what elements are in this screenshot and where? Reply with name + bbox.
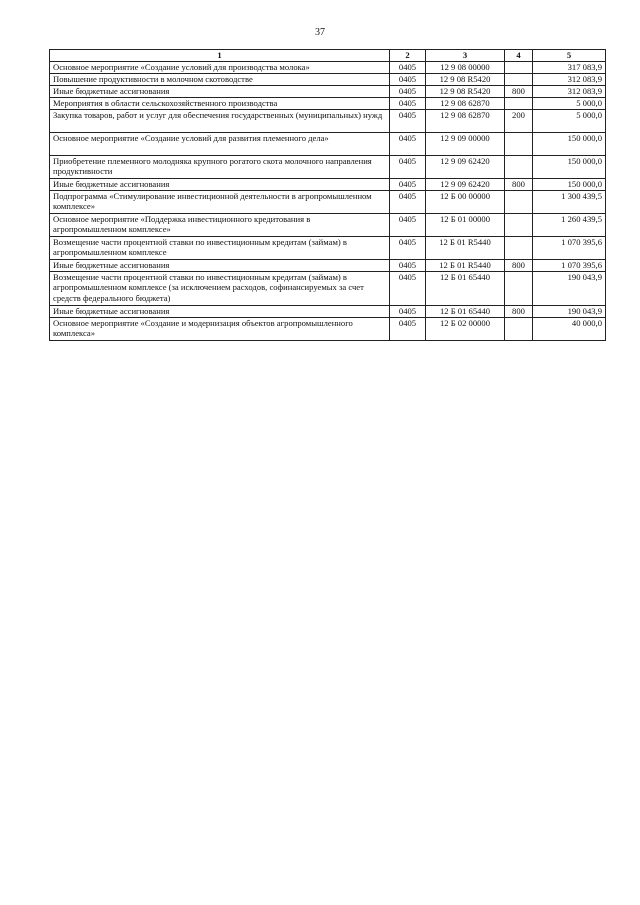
- header-col-2: 2: [390, 50, 426, 62]
- row-section: 0405: [390, 306, 426, 318]
- row-amount: 190 043,9: [533, 306, 606, 318]
- row-name: Иные бюджетные ассигнования: [50, 306, 390, 318]
- row-code: 12 9 08 R5420: [426, 86, 505, 98]
- row-amount: 40 000,0: [533, 318, 606, 341]
- row-code: 12 Б 01 65440: [426, 306, 505, 318]
- row-kind: 800: [505, 179, 533, 191]
- row-code: 12 9 09 62420: [426, 179, 505, 191]
- row-amount: 317 083,9: [533, 62, 606, 74]
- row-section: 0405: [390, 133, 426, 156]
- row-name: Возмещение части процентной ставки по инвестиционным кредитам (займам) в агропромышленном комплексе: [50, 237, 390, 260]
- table-row: [50, 191, 606, 214]
- row-amount: 1 260 439,5: [533, 214, 606, 237]
- row-code: 12 Б 02 00000: [426, 318, 505, 341]
- row-kind: [505, 156, 533, 179]
- table-row: [50, 214, 606, 237]
- table-row: [50, 62, 606, 74]
- row-kind: 800: [505, 306, 533, 318]
- page-number: 37: [315, 27, 325, 38]
- row-name: Возмещение части процентной ставки по инвестиционным кредитам (займам) в агропромышленном комплексе (за исключением расходов, софинансируемых за счет средств федерального бюджета): [50, 272, 390, 306]
- row-kind: 800: [505, 86, 533, 98]
- row-name: Подпрограмма «Стимулирование инвестиционной деятельности в агропромышленном комплексе»: [50, 191, 390, 214]
- row-kind: 200: [505, 110, 533, 133]
- row-amount: 150 000,0: [533, 156, 606, 179]
- row-section: 0405: [390, 62, 426, 74]
- row-section: 0405: [390, 272, 426, 306]
- row-section: 0405: [390, 74, 426, 86]
- row-section: 0405: [390, 191, 426, 214]
- table-row: [50, 306, 606, 318]
- table-row: [50, 156, 606, 179]
- row-kind: [505, 214, 533, 237]
- row-kind: [505, 272, 533, 306]
- row-kind: [505, 62, 533, 74]
- table-row: [50, 133, 606, 156]
- header-col-3: 3: [426, 50, 505, 62]
- row-code: 12 9 08 62870: [426, 110, 505, 133]
- row-code: 12 9 08 62870: [426, 98, 505, 110]
- row-name: Основное мероприятие «Создание и модернизация объектов агропромышленного комплекса»: [50, 318, 390, 341]
- row-code: 12 Б 00 00000: [426, 191, 505, 214]
- row-amount: 1 300 439,5: [533, 191, 606, 214]
- row-code: 12 Б 01 R5440: [426, 237, 505, 260]
- row-code: 12 9 09 00000: [426, 133, 505, 156]
- row-kind: [505, 98, 533, 110]
- row-amount: 1 070 395,6: [533, 260, 606, 272]
- table-row: [50, 86, 606, 98]
- row-amount: 1 070 395,6: [533, 237, 606, 260]
- row-code: 12 Б 01 65440: [426, 272, 505, 306]
- row-section: 0405: [390, 214, 426, 237]
- row-name: Иные бюджетные ассигнования: [50, 86, 390, 98]
- row-kind: [505, 237, 533, 260]
- row-name: Иные бюджетные ассигнования: [50, 179, 390, 191]
- row-name: Основное мероприятие «Создание условий для производства молока»: [50, 62, 390, 74]
- row-amount: 150 000,0: [533, 179, 606, 191]
- table-row: [50, 74, 606, 86]
- row-section: 0405: [390, 156, 426, 179]
- budget-table: [49, 49, 606, 341]
- row-section: 0405: [390, 237, 426, 260]
- table-row: [50, 318, 606, 341]
- header-col-4: 4: [505, 50, 533, 62]
- row-kind: [505, 133, 533, 156]
- table-row: [50, 98, 606, 110]
- row-kind: [505, 74, 533, 86]
- row-code: 12 9 09 62420: [426, 156, 505, 179]
- row-section: 0405: [390, 110, 426, 133]
- row-kind: [505, 318, 533, 341]
- row-section: 0405: [390, 86, 426, 98]
- header-col-1: 1: [50, 50, 390, 62]
- row-kind: [505, 191, 533, 214]
- row-name: Приобретение племенного молодняка крупного рогатого скота молочного направления продуктивности: [50, 156, 390, 179]
- row-amount: 5 000,0: [533, 98, 606, 110]
- row-name: Основное мероприятие «Поддержка инвестиционного кредитования в агропромышленном комплексе»: [50, 214, 390, 237]
- table-row: [50, 179, 606, 191]
- row-section: 0405: [390, 98, 426, 110]
- row-amount: 312 083,9: [533, 74, 606, 86]
- row-kind: 800: [505, 260, 533, 272]
- table-row: [50, 110, 606, 133]
- table-header-row: [50, 50, 606, 62]
- row-code: 12 9 08 R5420: [426, 74, 505, 86]
- table-row: [50, 237, 606, 260]
- row-section: 0405: [390, 260, 426, 272]
- row-amount: 190 043,9: [533, 272, 606, 306]
- row-amount: 312 083,9: [533, 86, 606, 98]
- row-section: 0405: [390, 179, 426, 191]
- row-code: 12 9 08 00000: [426, 62, 505, 74]
- row-name: Закупка товаров, работ и услуг для обеспечения государственных (муниципальных) нужд: [50, 110, 390, 133]
- header-col-5: 5: [533, 50, 606, 62]
- row-amount: 150 000,0: [533, 133, 606, 156]
- table-row: [50, 272, 606, 306]
- row-name: Иные бюджетные ассигнования: [50, 260, 390, 272]
- row-section: 0405: [390, 318, 426, 341]
- row-name: Мероприятия в области сельскохозяйственного производства: [50, 98, 390, 110]
- row-amount: 5 000,0: [533, 110, 606, 133]
- row-code: 12 Б 01 R5440: [426, 260, 505, 272]
- row-code: 12 Б 01 00000: [426, 214, 505, 237]
- table-row: [50, 260, 606, 272]
- row-name: Основное мероприятие «Создание условий для развития племенного дела»: [50, 133, 390, 156]
- row-name: Повышение продуктивности в молочном скотоводстве: [50, 74, 390, 86]
